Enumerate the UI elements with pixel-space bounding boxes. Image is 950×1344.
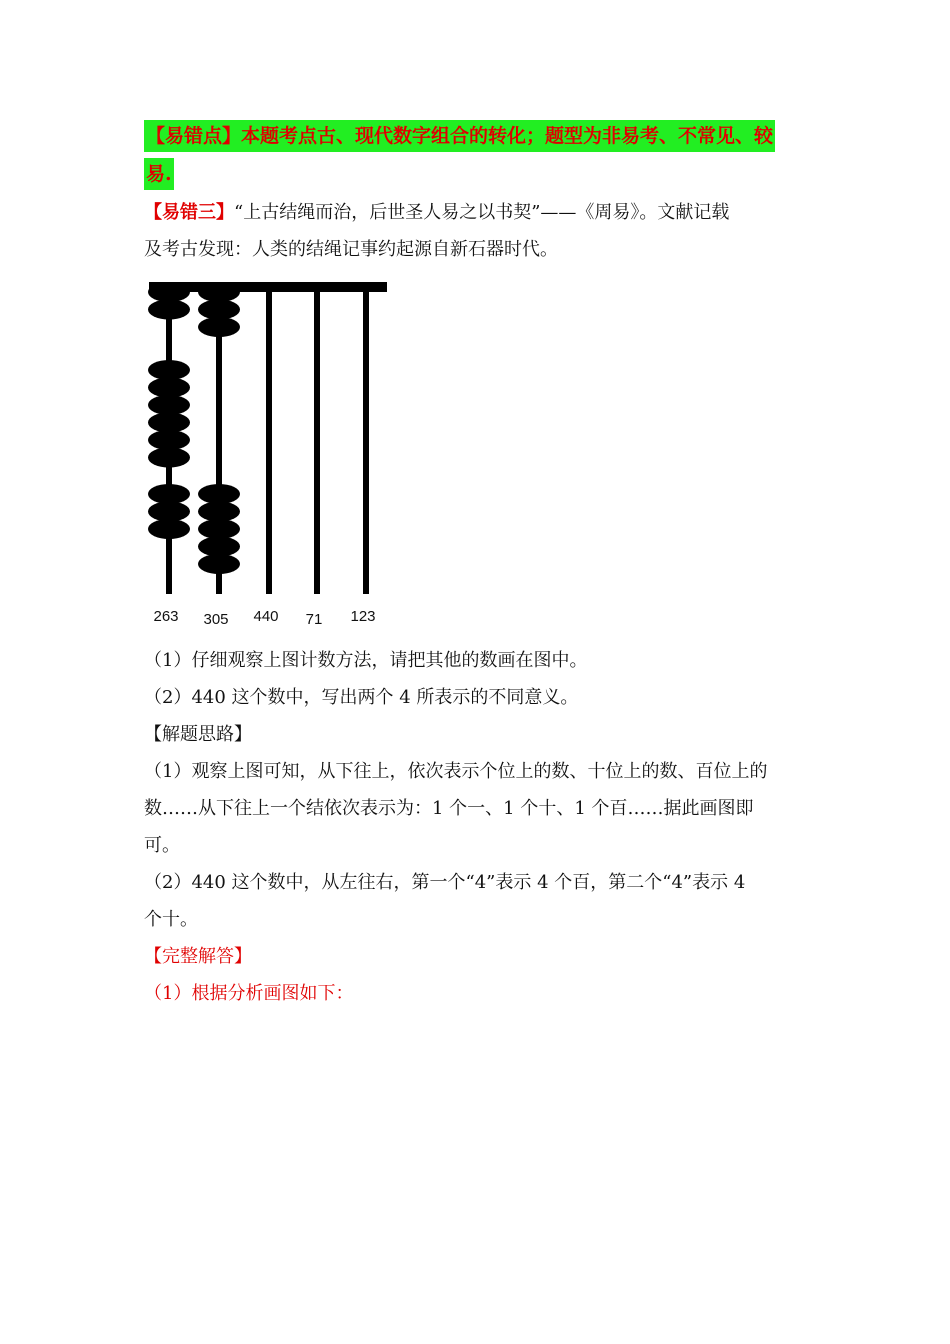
rope-label: 305 <box>203 611 229 628</box>
rope-label: 71 <box>305 611 323 628</box>
answer-title: 【完整解答】 <box>144 946 252 967</box>
knot <box>148 484 190 504</box>
problem-tag: 【易错三】 <box>144 202 234 223</box>
knot <box>198 317 240 337</box>
solution-p2-line-2: 个十。 <box>144 909 198 930</box>
rope-label: 263 <box>153 608 179 625</box>
problem-line-2: 及考古发现：人类的结绳记事约起源自新石器时代。 <box>144 239 558 260</box>
rope-label: 123 <box>350 608 376 625</box>
solution-p1-line-3: 可。 <box>144 835 180 856</box>
solution-p2-line-1: （2）440 这个数中，从左往右，第一个“4”表示 4 个百，第二个“4”表示 4 <box>144 872 746 893</box>
key-point-block <box>144 120 814 190</box>
key-point-line-1 <box>144 120 775 152</box>
knot <box>198 502 240 522</box>
knot-figure <box>144 272 404 642</box>
answer-line-1: （1）根据分析画图如下： <box>144 983 354 1004</box>
knot <box>198 554 240 574</box>
knot <box>198 300 240 320</box>
rope-labels <box>144 608 404 632</box>
problem-text-1: “上古结绳而治，后世圣人易之以书契”——《周易》。文献记载 <box>234 202 730 223</box>
solution-title: 【解题思路】 <box>144 724 252 745</box>
key-point-text-1: 本题考点古、现代数字组合的转化；题型为非易考、不常见、较 <box>241 125 774 147</box>
key-point-text-2: 易. <box>144 158 174 190</box>
knot <box>148 395 190 415</box>
document-page <box>144 120 814 1012</box>
key-point-tag: 【易错点】 <box>146 125 242 147</box>
knot <box>198 537 240 557</box>
problem-line-1 <box>144 194 814 231</box>
knot-diagram <box>144 272 404 602</box>
knot <box>148 502 190 522</box>
question-1: （1）仔细观察上图计数方法，请把其他的数画在图中。 <box>144 650 588 671</box>
knot <box>148 300 190 320</box>
knot <box>148 413 190 433</box>
knot <box>198 484 240 504</box>
rope-label: 440 <box>253 608 279 625</box>
solution-p1-line-1: （1）观察上图可知，从下往上，依次表示个位上的数、十位上的数、百位上的 <box>144 761 768 782</box>
knot <box>148 378 190 398</box>
knot <box>148 430 190 450</box>
solution-p1-line-2: 数……从下往上一个结依次表示为：1 个一、1 个十、1 个百……据此画图即 <box>144 798 754 819</box>
knot <box>148 360 190 380</box>
knot <box>148 448 190 468</box>
knot <box>148 519 190 539</box>
knot <box>198 282 240 302</box>
knot <box>148 282 190 302</box>
knot <box>198 519 240 539</box>
question-2: （2）440 这个数中，写出两个 4 所表示的不同意义。 <box>144 687 579 708</box>
